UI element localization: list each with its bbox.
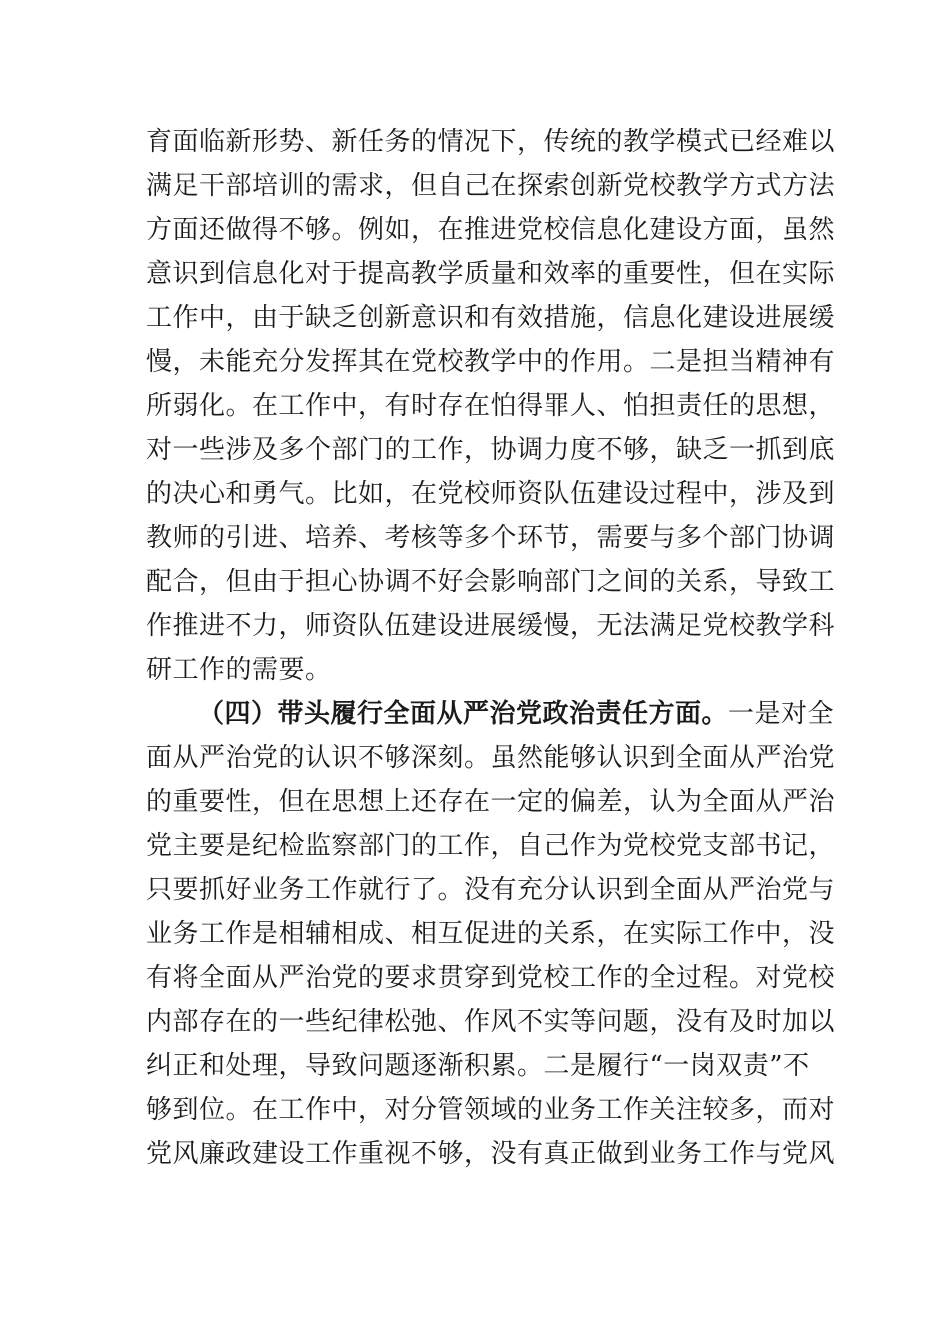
text-line: 作推进不力，师资队伍建设进展缓慢，无法满足党校教学科 [146,611,836,641]
document-body [146,120,836,1176]
text-line: 所弱化。在工作中，有时存在怕得罪人、怕担责任的思想， [146,391,836,421]
text-line: 的重要性，但在思想上还存在一定的偏差，认为全面从严治 [146,787,836,817]
paragraph-2 [146,692,836,1176]
text-line: 教师的引进、培养、考核等多个环节，需要与多个部门协调 [146,523,836,553]
text-line: 育面临新形势、新任务的情况下，传统的教学模式已经难以 [146,127,836,157]
text-line: 意识到信息化对于提高教学质量和效率的重要性，但在实际 [146,259,836,289]
text-line: 有将全面从严治党的要求贯穿到党校工作的全过程。对党校 [146,963,836,993]
text-line: 只要抓好业务工作就行了。没有充分认识到全面从严治党与 [146,875,836,905]
text-line: 工作中，由于缺乏创新意识和有效措施，信息化建设进展缓 [146,303,836,333]
text-line: 面从严治党的认识不够深刻。虽然能够认识到全面从严治党 [146,743,836,773]
text-line: 内部存在的一些纪律松弛、作风不实等问题，没有及时加以 [146,1007,836,1037]
text-line: 慢，未能充分发挥其在党校教学中的作用。二是担当精神有 [146,347,836,377]
text-line: 的决心和勇气。比如，在党校师资队伍建设过程中，涉及到 [146,479,836,509]
text-line: 够到位。在工作中，对分管领域的业务工作关注较多，而对 [146,1095,836,1125]
text-line: 配合，但由于担心协调不好会影响部门之间的关系，导致工 [146,567,836,597]
paragraph-1 [146,120,836,692]
text-line: 纠正和处理，导致问题逐渐积累。二是履行“一岗双责”不 [146,1051,810,1081]
text-line: 对一些涉及多个部门的工作，协调力度不够，缺乏一抓到底 [146,435,836,465]
text-line: 研工作的需要。 [146,655,332,685]
text-line: 党主要是纪检监察部门的工作，自己作为党校党支部书记， [146,831,836,861]
text-line: 方面还做得不够。例如，在推进党校信息化建设方面，虽然 [146,215,836,245]
text-line: 党风廉政建设工作重视不够，没有真正做到业务工作与党风 [146,1139,836,1169]
text-line: 满足干部培训的需求，但自己在探索创新党校教学方式方法 [146,171,836,201]
section-heading: （四）带头履行全面从严治党政治责任方面。 [198,699,729,729]
heading-continuation: 一是对全 [728,699,835,729]
text-line: 业务工作是相辅相成、相互促进的关系，在实际工作中，没 [146,919,836,949]
paragraph-2-first-line [146,692,835,736]
